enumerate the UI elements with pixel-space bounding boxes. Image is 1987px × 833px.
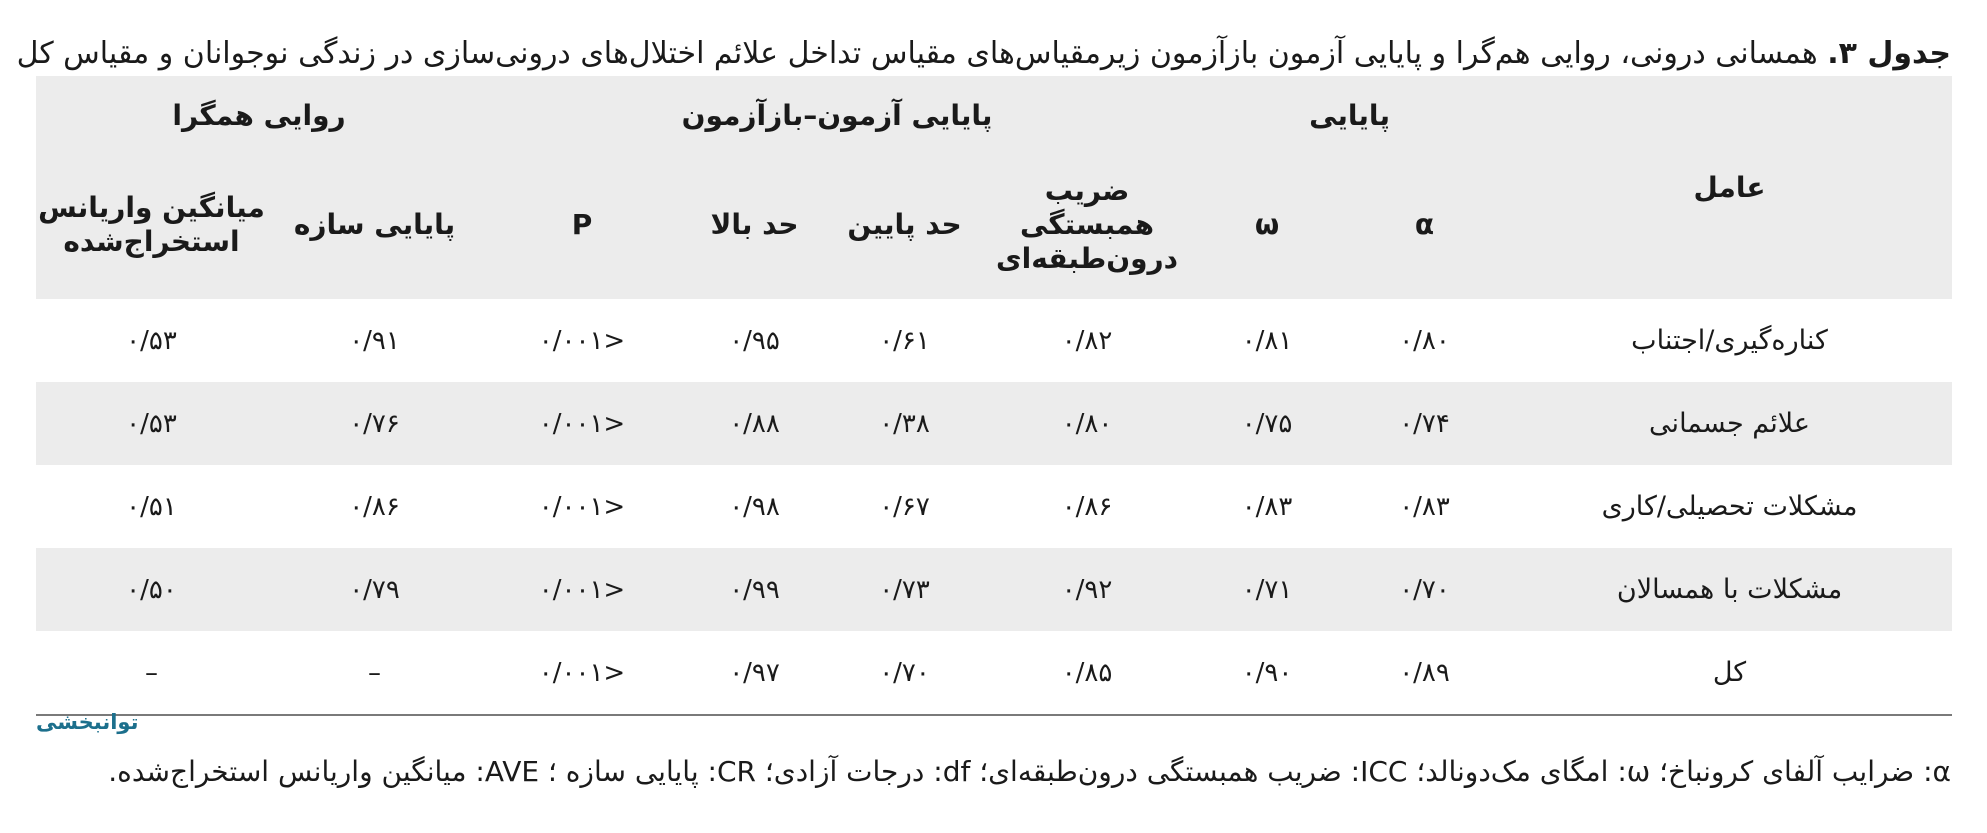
header-omega: ω — [1192, 156, 1342, 299]
header-lower: حد پایین — [827, 156, 982, 299]
caption-label: جدول ۳. — [1827, 36, 1951, 71]
table-row — [36, 631, 1952, 715]
cell-lower: ۰/۷۳ — [827, 548, 982, 631]
cell-cr: ۰/۹۱ — [349, 325, 400, 356]
cell-icc: ۰/۹۲ — [982, 548, 1192, 631]
cell-cr: ۰/۷۹ — [267, 548, 482, 631]
cell-icc: ۰/۸۶ — [1061, 491, 1113, 522]
cell-upper: ۰/۹۸ — [729, 491, 780, 522]
cell-p: <۰/۰۰۱ — [482, 631, 682, 715]
cell-omega: ۰/۸۱ — [1241, 325, 1293, 356]
cell-alpha: ۰/۷۰ — [1342, 548, 1507, 631]
table-row — [36, 465, 1952, 548]
cell-lower: ۰/۶۱ — [879, 325, 930, 356]
cell-upper: ۰/۸۸ — [682, 382, 827, 465]
cell-upper: ۰/۹۹ — [682, 548, 827, 631]
caption-text: همسانی درونی، روایی هم‌گرا و پایایی آزمون بازآزمون زیرمقیاس‌های مقیاس تداخل علائم اختلال‌های درونی‌سازی در زندگی نوجوانان و مقیاس کل — [16, 36, 1818, 71]
cell-alpha: ۰/۸۳ — [1399, 491, 1450, 522]
cell-alpha: ۰/۸۰ — [1399, 325, 1450, 356]
table-caption — [16, 34, 1951, 74]
table-header — [36, 76, 1952, 299]
cell-alpha: ۰/۸۹ — [1342, 631, 1507, 715]
table-body — [36, 299, 1952, 715]
cell-lower: ۰/۳۸ — [827, 382, 982, 465]
cell-factor: علائم جسمانی — [1507, 382, 1952, 465]
header-group-reliability: پایایی — [1192, 76, 1507, 156]
cell-factor: کناره‌گیری/اجتناب — [1631, 325, 1828, 356]
cell-factor: مشکلات با همسالان — [1507, 548, 1952, 631]
header-cr: پایایی سازه — [267, 156, 482, 299]
cell-p: <۰/۰۰۱ — [538, 491, 626, 522]
header-ave: میانگین واریانس استخراج‌شده — [36, 156, 267, 299]
cell-p: <۰/۰۰۱ — [538, 325, 626, 356]
header-group-test-retest: پایایی آزمون–بازآزمون — [482, 76, 1192, 156]
cell-cr: ۰/۸۶ — [349, 491, 400, 522]
results-table — [36, 76, 1952, 716]
cell-cr: ۰/۷۶ — [267, 382, 482, 465]
cell-icc: ۰/۸۵ — [982, 631, 1192, 715]
cell-omega: ۰/۹۰ — [1192, 631, 1342, 715]
cell-omega: ۰/۷۵ — [1192, 382, 1342, 465]
cell-lower: ۰/۶۷ — [879, 491, 930, 522]
table-row — [36, 382, 1952, 465]
cell-alpha: ۰/۷۴ — [1342, 382, 1507, 465]
cell-upper: ۰/۹۵ — [729, 325, 780, 356]
header-alpha: α — [1342, 156, 1507, 299]
cell-icc: ۰/۸۰ — [982, 382, 1192, 465]
header-factor: عامل — [1507, 76, 1952, 299]
cell-ave: ۰/۵۳ — [36, 382, 267, 465]
table-row — [36, 299, 1952, 382]
cell-icc: ۰/۸۲ — [1061, 325, 1113, 356]
header-p: P — [482, 156, 682, 299]
cell-ave: ۰/۵۱ — [126, 491, 177, 522]
header-upper: حد بالا — [682, 156, 827, 299]
cell-upper: ۰/۹۷ — [682, 631, 827, 715]
table-footnote: α: ضرایب آلفای کرونباخ؛ ω: امگای مک‌دونالد؛ ICC: ضریب همبستگی درون‌طبقه‌ای؛ df: درجات آزادی؛ CR: پایایی سازه ؛ AVE: میانگین واریانس استخراج‌شده. — [108, 755, 1951, 788]
cell-omega: ۰/۷۱ — [1192, 548, 1342, 631]
cell-ave: – — [36, 631, 267, 715]
cell-factor: کل — [1507, 631, 1952, 715]
table-row — [36, 548, 1952, 631]
cell-p: <۰/۰۰۱ — [482, 382, 682, 465]
cell-ave: ۰/۵۰ — [36, 548, 267, 631]
header-group-convergent: روایی همگرا — [36, 76, 482, 156]
cell-p: <۰/۰۰۱ — [482, 548, 682, 631]
cell-omega: ۰/۸۳ — [1241, 491, 1293, 522]
cell-factor: مشکلات تحصیلی/کاری — [1601, 491, 1858, 522]
cell-lower: ۰/۷۰ — [827, 631, 982, 715]
header-icc: ضریب همبستگی درون‌طبقه‌ای — [982, 156, 1192, 299]
cell-cr: – — [267, 631, 482, 715]
journal-brand-logo: توانبخشی — [36, 710, 139, 734]
cell-ave: ۰/۵۳ — [126, 325, 177, 356]
